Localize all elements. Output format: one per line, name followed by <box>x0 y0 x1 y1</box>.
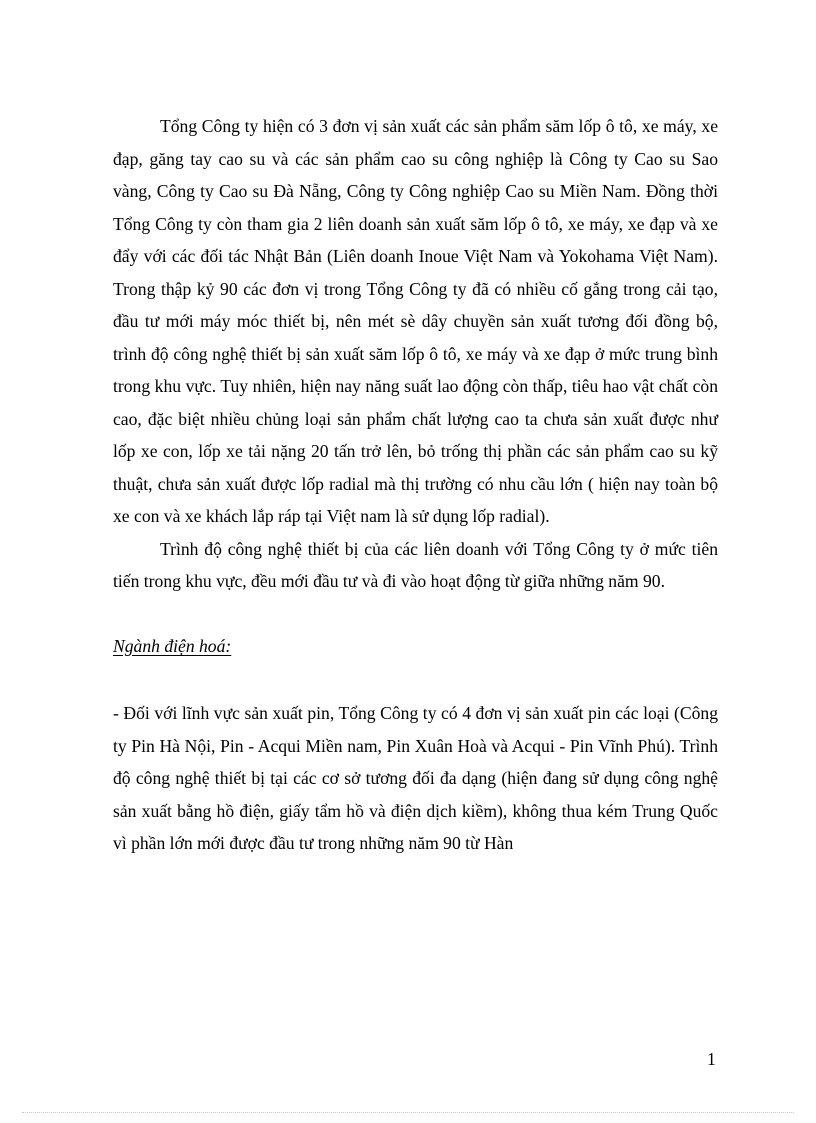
page-bottom-border <box>22 1112 794 1113</box>
section-heading-electrochemical: Ngành điện hoá: <box>113 635 232 656</box>
paragraph-rubber-industry: Tổng Công ty hiện có 3 đơn vị sản xuất các sản phẩm săm lốp ô tô, xe máy, xe đạp, găng tay cao su và các sản phẩm cao su công nghiệp là Công ty Cao su Sao vàng, Công ty Cao su Đà Nẵng, Công ty Công nghiệp Cao su Miền Nam. Đồng thời Tổng Công ty còn tham gia 2 liên doanh sản xuất săm lốp ô tô, xe máy, xe đạp và xe đẩy với các đối tác Nhật Bản (Liên doanh Inoue Việt Nam và Yokohama Việt Nam). Trong thập kỷ 90 các đơn vị trong Tổng Công ty đã có nhiều cố gắng trong cải tạo, đầu tư mới máy móc thiết bị, nên mét sè dây chuyền sản xuất tương đối đồng bộ, trình độ công nghệ thiết bị sản xuất săm lốp ô tô, xe máy và xe đạp ở mức trung bình trong khu vực. Tuy nhiên, hiện nay năng suất lao động còn thấp, tiêu hao vật chất còn cao, đặc biệt nhiều chủng loại sản phẩm chất lượng cao ta chưa sản xuất được như lốp xe con, lốp xe tải nặng 20 tấn trở lên, bỏ trống thị phần các sản phẩm cao su kỹ thuật, chưa sản xuất được lốp radial mà thị trường có nhu cầu lớn ( hiện nay toàn bộ xe con và xe khách lắp ráp tại Việt nam là sử dụng lốp radial). <box>113 116 718 526</box>
page-content <box>113 110 718 860</box>
paragraph-battery-production: - Đối với lĩnh vực sản xuất pin, Tổng Công ty có 4 đơn vị sản xuất pin các loại (Công ty Pin Hà Nội, Pin - Acqui Miền nam, Pin Xuân Hoà và Acqui - Pin Vĩnh Phú). Trình độ công nghệ thiết bị tại các cơ sở tương đối đa dạng (hiện đang sử dụng công nghệ sản xuất bằng hồ điện, giấy tẩm hồ và điện dịch kiềm), không thua kém Trung Quốc vì phần lớn mới được đầu tư trong những năm 90 từ Hàn <box>113 703 718 853</box>
page-number: 1 <box>707 1049 716 1069</box>
paragraph-joint-venture-technology: Trình độ công nghệ thiết bị của các liên doanh với Tổng Công ty ở mức tiên tiến trong khu vực, đều mới đầu tư và đi vào hoạt động từ giữa những năm 90. <box>113 538 718 591</box>
